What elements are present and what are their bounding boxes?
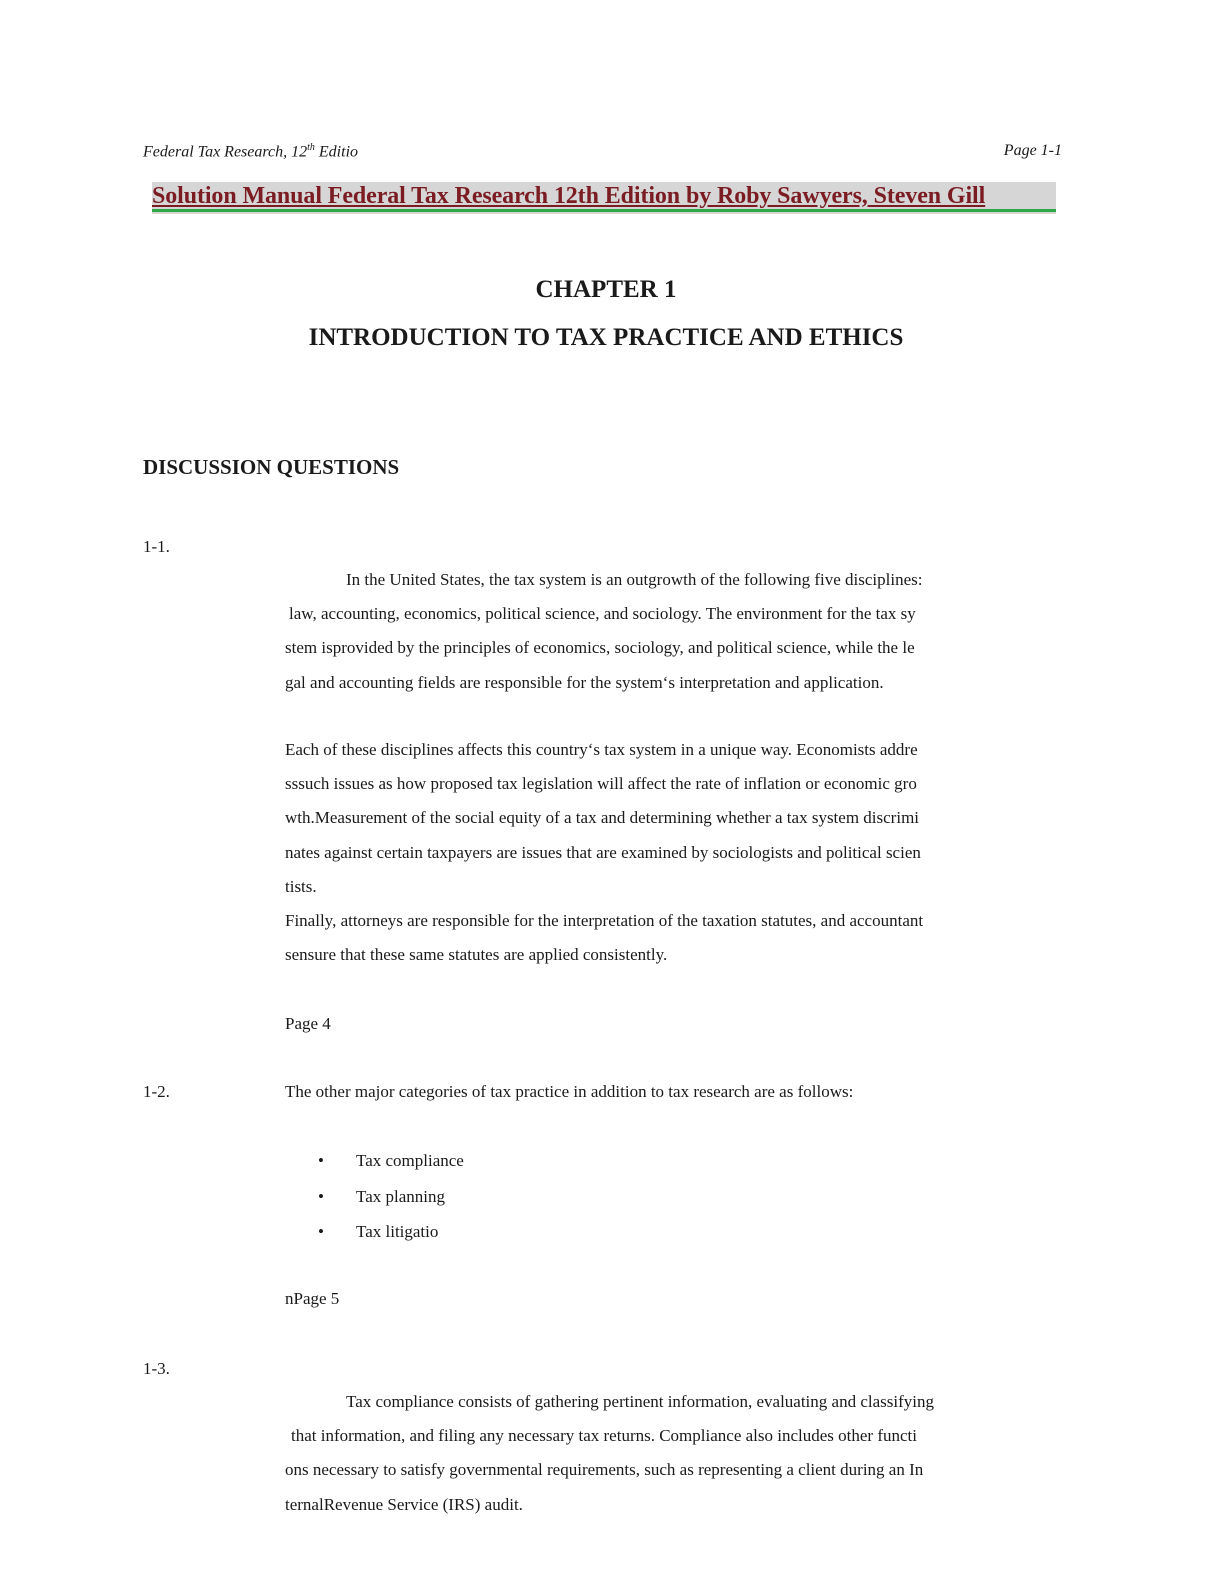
header-superscript: th <box>307 142 315 153</box>
text-line: Each of these disciplines affects this country‘s tax system in a unique way. Economists addre <box>285 740 918 759</box>
text-line: nates against certain taxpayers are issues that are examined by sociologists and political scien <box>285 842 921 862</box>
page-reference-5: nPage 5 <box>285 1289 340 1308</box>
text-line: Tax compliance consists of gathering pertinent information, evaluating and classifying <box>346 1392 934 1411</box>
list-item: Tax compliance <box>356 1151 464 1170</box>
chapter-title: INTRODUCTION TO TAX PRACTICE AND ETHICS <box>308 324 904 351</box>
section-title: DISCUSSION QUESTIONS <box>143 455 400 479</box>
text-line: In the United States, the tax system is an outgrowth of the following five disciplines: <box>346 570 923 589</box>
text-line: law, accounting, economics, political science, and sociology. The environment for the tax sy <box>289 604 916 624</box>
bullet-icon: • <box>318 1222 324 1241</box>
header-edition: Editio <box>314 143 359 161</box>
question-number-1-3: 1-3. <box>143 1359 170 1378</box>
list-item: Tax planning <box>356 1187 445 1206</box>
text-line: ternalRevenue Service (IRS) audit. <box>285 1494 523 1514</box>
running-header-page: Page 1-1 <box>1003 142 1062 159</box>
page-reference-4: Page 4 <box>285 1014 331 1033</box>
bullet-icon: • <box>318 1151 324 1170</box>
list-item: Tax litigatio <box>356 1222 439 1241</box>
answer-1-1-paragraph-1 <box>285 563 1055 700</box>
text-line: that information, and filing any necessary tax returns. Compliance also includes other functi <box>291 1426 917 1446</box>
answer-1-2-intro: The other major categories of tax practice in addition to tax research are as follows: <box>285 1082 854 1101</box>
running-header-left <box>143 142 358 161</box>
header-book-title: Federal Tax Research, 12 <box>143 143 308 161</box>
text-line: ons necessary to satisfy governmental requirements, such as representing a client during an In <box>285 1460 924 1480</box>
text-line: sensure that these same statutes are applied consistently. <box>285 945 668 965</box>
text-line: sssuch issues as how proposed tax legislation will affect the rate of inflation or economic gro <box>285 774 917 794</box>
answer-1-3-paragraph <box>285 1385 1055 1522</box>
solution-manual-link[interactable]: Solution Manual Federal Tax Research 12th Edition by Roby Sawyers, Steven Gill <box>152 183 986 209</box>
text-line: Finally, attorneys are responsible for the interpretation of the taxation statutes, and accountant <box>285 911 924 931</box>
text-line: stem isprovided by the principles of economics, sociology, and political science, while the le <box>285 638 915 658</box>
question-number-1-1: 1-1. <box>143 537 170 556</box>
bullet-icon: • <box>318 1187 324 1206</box>
text-line: wth.Measurement of the social equity of a tax and determining whether a tax system discrimi <box>285 808 920 828</box>
text-line: tists. <box>285 876 317 896</box>
text-line: gal and accounting fields are responsible for the system‘s interpretation and application. <box>285 672 884 692</box>
question-number-1-2: 1-2. <box>143 1082 170 1101</box>
answer-1-1-paragraph-2 <box>285 733 1055 972</box>
chapter-number: CHAPTER 1 <box>535 276 677 303</box>
